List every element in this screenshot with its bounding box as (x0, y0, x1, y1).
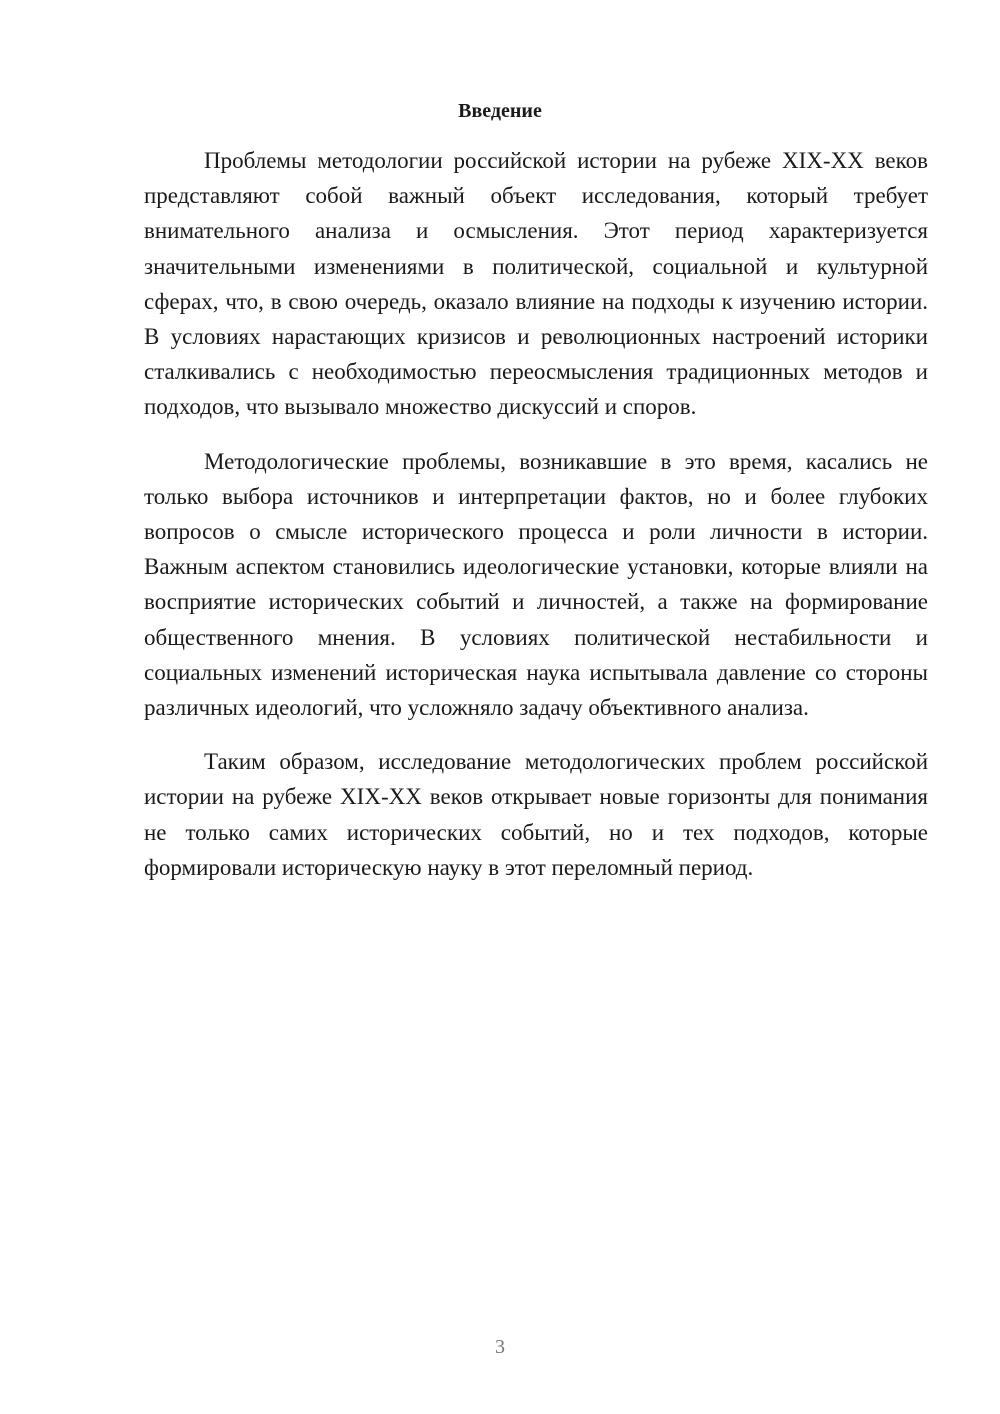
section-heading: Введение (458, 100, 542, 122)
paragraph-2: Методологические проблемы, возникавшие в это время, касались не только выбора источников и интерпретации фактов, но и более глубоких вопросов о смысле исторического процесса и роли личности в истории. Важным аспектом становились идеологические установки, которые влияли на восприятие исторических событий и личностей, а также на формирование общественного мнения. В условиях политической нестабильности и социальных изменений историческая наука испытывала давление со стороны различных идеологий, что усложняло задачу объективного анализа. (144, 448, 928, 721)
page-number: 3 (495, 1336, 505, 1358)
paragraph-3: Таким образом, исследование методологических проблем российской истории на рубеже XIX-XX веков открывает новые горизонты для понимания не только самих исторических событий, но и тех подходов, которые формировали историческую науку в этот переломный период. (144, 749, 928, 880)
paragraph-1: Проблемы методологии российской истории на рубеже XIX-XX веков представляют собой важный объект исследования, который требует внимательного анализа и осмысления. Этот период характеризуется значительными изменениями в политической, социальной и культурной сферах, что, в свою очередь, оказало влияние на подходы к изучению истории. В условиях нарастающих кризисов и революционных настроений историки сталкивались с необходимостью переосмысления традиционных методов и подходов, что вызывало множество дискуссий и споров. (144, 148, 928, 420)
body-text (144, 143, 928, 904)
